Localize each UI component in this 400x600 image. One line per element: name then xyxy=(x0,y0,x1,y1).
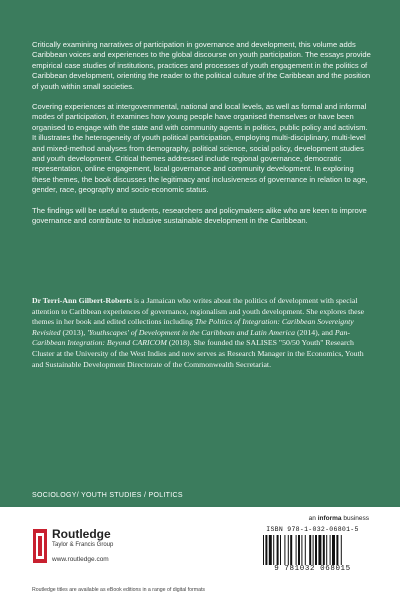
author-bio xyxy=(32,296,372,370)
routledge-logo-icon xyxy=(33,529,47,563)
barcode-number: 9 781032 068015 xyxy=(274,565,351,573)
isbn-barcode xyxy=(255,526,370,576)
bio-text-4: (2018). She founded the SALISES "50/50 Youth" Research Cluster at the University of the West Indies and now serves as Research Manager in the Economics, Youth and Sustainable Development Directorate of the Commonwealth Secretariat. xyxy=(32,338,364,369)
barcode-icon xyxy=(255,535,370,565)
subject-category: SOCIOLOGY/ YOUTH STUDIES / POLITICS xyxy=(32,492,183,499)
publisher-logo-text xyxy=(52,528,113,549)
publisher-group: Taylor & Francis Group xyxy=(52,542,114,548)
bio-text-2: (2013), xyxy=(60,327,88,337)
publisher-url: www.routledge.com xyxy=(52,556,109,563)
book-title-1: The Politics of Integration: Caribbean Sovereignty Revisited xyxy=(32,317,354,337)
blurb-paragraph-2: Covering experiences at intergovernmental, national and local levels, as well as formal and informal modes of participation, it examines how young people have organised themselves or have been organised to engage with the state and with community agents in politics, public policy and activism. It illustrates the heterogeneity of youth political participation, employing multi-disciplinary, multi-level and mixed-method analyses from demography, political science, social policy, development studies and youth development. Critical themes addressed include regional governance, democratic representation, online engagement, local governance and community development. In exploring these themes, the book discusses the legitimacy and inclusiveness of governance in relation to age, gender, race, geography and socio-economic status. xyxy=(32,102,368,195)
book-title-2: 'Youthscapes' of Development in the Caribbean and Latin America xyxy=(87,327,295,337)
bio-text-1: is a Jamaican who writes about the politics of development with special attention to Caribbean experiences of governance, regionalism and youth development. She explores these themes in her book and edited collections including xyxy=(32,296,365,327)
publisher-name: Routledge xyxy=(52,527,111,541)
blurb-paragraph-3: The findings will be useful to students, researchers and policymakers alike who are keen to improve governance and contribute to inclusive sustainable development in the Caribbean. xyxy=(32,205,367,226)
blurb-text xyxy=(32,40,372,237)
ebook-footnote: Routledge titles are available as eBook editions in a range of digital formats xyxy=(32,587,206,593)
isbn-label: ISBN 978-1-032-06801-5 xyxy=(266,526,359,533)
blurb-paragraph-1: Critically examining narratives of participation in governance and development, this volume adds Caribbean voices and experiences to the global discourse on youth participation. The essays provide empirical case studies of institutions, practices and processes of youth engagement in the politics of Caribbean development, orienting the reader to the political culture of the Caribbean and the position of youth within small societies. xyxy=(32,40,371,91)
informa-prefix: an xyxy=(308,515,318,522)
publisher-footer xyxy=(0,507,400,600)
informa-suffix: business xyxy=(341,515,369,522)
author-name: Dr Terri-Ann Gilbert-Roberts xyxy=(32,296,132,305)
bio-text-3: (2014), and xyxy=(295,327,335,337)
informa-brand: informa xyxy=(317,515,342,522)
informa-business-label xyxy=(309,515,369,522)
book-title-3: Pan-Caribbean Integration: Beyond CARICOM xyxy=(32,327,350,348)
